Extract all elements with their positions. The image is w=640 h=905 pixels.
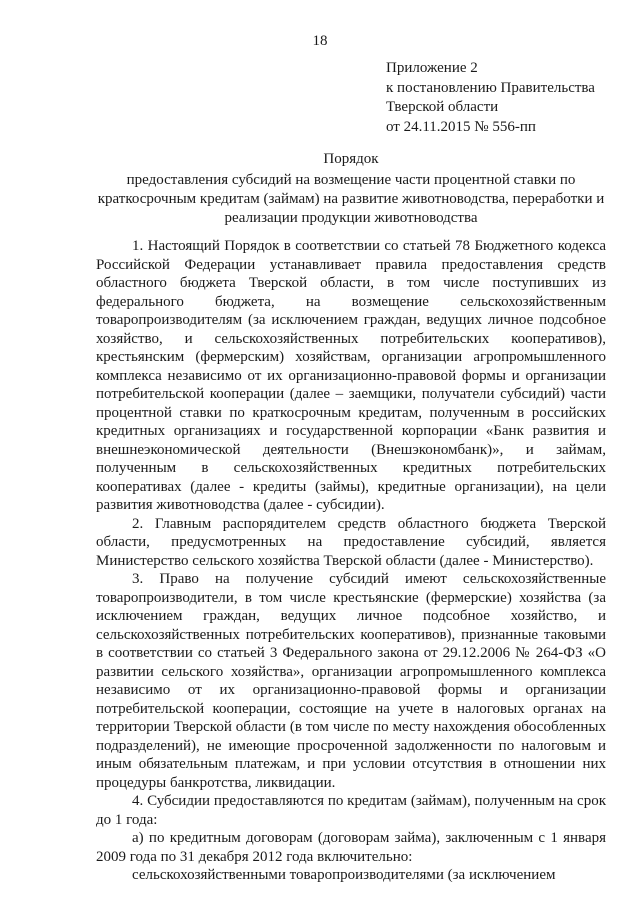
appendix-line: к постановлению Правительства: [386, 79, 595, 96]
document-heading: Порядок: [323, 151, 379, 167]
paragraph-2: 2. Главным распорядителем средств областного бюджета Тверской области, предусмотренных на предоставление субсидий, является Министерство сельского хозяйства Тверской области (далее - Министерство).: [96, 515, 606, 569]
appendix-header: [386, 59, 626, 137]
paragraph-4a: а) по кредитным договорам (договорам займа), заключенным с 1 января 2009 года по 31 декабря 2012 года включительно:: [96, 830, 606, 865]
paragraph-3: 3. Право на получение субсидий имеют сельскохозяйственные товаропроизводители, в том числе крестьянские (фермерские) хозяйства (за исключением граждан, ведущих личное подсобное хозяйство, и сельскохозяйственных потребительских кооперативов), признанные таковыми в соответствии со статьей 3 Федерального закона от 29.12.2006 № 264-ФЗ «О развитии сельского хозяйства», организации агропромышленного комплекса независимо от их организационно-правовой формы и организации потребительской кооперации, состоящие на учете в налоговых органах на территории Тверской области (в том числе по месту нахождения обособленных подразделений), не имеющие просроченной задолженности по налоговым и иным обязательным платежам, и при условии отсутствия в отношении них процедуры банкротства, ликвидации.: [96, 571, 606, 791]
paragraph-1: 1. Настоящий Порядок в соответствии со статьей 78 Бюджетного кодекса Российской Федерации устанавливает правила предоставления средств областного бюджета Тверской области, в том числе поступивших из федерального бюджета, на возмещение сельскохозяйственным товаропроизводителям (за исключением граждан, ведущих личное подсобное хозяйство, и сельскохозяйственных потребительских кооперативов), крестьянским (фермерским) хозяйствам, организации агропромышленного комплекса независимо от их организационно-правовой формы и организации потребительской кооперации (далее – заемщики, получатели субсидий) части процентной ставки по краткосрочным кредитам, полученным в российских кредитных организациях и государственной корпорации «Банк развития и внешнеэкономической деятельности (Внешэкономбанк)», и займам, полученным в сельскохозяйственных кредитных потребительских кооперативах (далее - кредиты (займы), кредитные организации), на цели развития животноводства (далее - субсидии).: [96, 238, 606, 513]
document-body: [96, 237, 606, 885]
page-number: 18: [312, 33, 328, 49]
document-subtitle: предоставления субсидий на возмещение части процентной ставки по краткосрочным кредитам (займам) на развитие животноводства, переработки и реализации продукции животноводства: [97, 172, 605, 226]
paragraph-4: 4. Субсидии предоставляются по кредитам (займам), полученным на срок до 1 года:: [96, 793, 606, 828]
document-title-block: [96, 150, 606, 228]
appendix-line: Приложение 2: [386, 60, 478, 76]
appendix-line: от 24.11.2015 № 556-пп: [386, 118, 536, 135]
paragraph-4a-continued: сельскохозяйственными товаропроизводителями (за исключением: [132, 867, 556, 883]
appendix-line: Тверской области: [386, 99, 499, 115]
